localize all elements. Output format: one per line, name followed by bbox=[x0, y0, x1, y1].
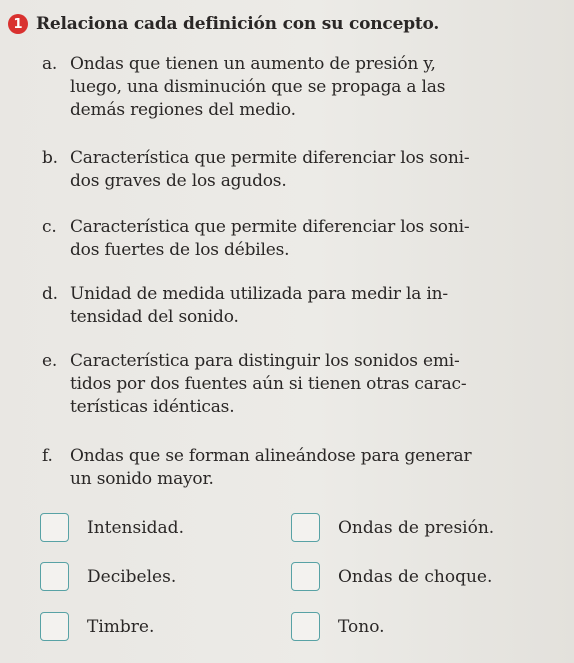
exercise-instruction: Relaciona cada definición con su concepto. bbox=[36, 14, 440, 34]
answer-checkbox[interactable] bbox=[40, 513, 69, 542]
definition-item-f bbox=[42, 445, 542, 491]
answer-checkbox[interactable] bbox=[40, 612, 69, 641]
item-line: dos fuertes de los débiles. bbox=[70, 240, 290, 260]
option-intensidad[interactable] bbox=[40, 513, 184, 542]
option-label: Tono. bbox=[338, 616, 385, 637]
option-label: Intensidad. bbox=[87, 517, 184, 538]
item-line: tensidad del sonido. bbox=[70, 307, 239, 327]
item-line: tidos por dos fuentes aún si tienen otras carac- bbox=[70, 374, 467, 394]
item-letter: f. bbox=[42, 446, 53, 466]
answer-checkbox[interactable] bbox=[291, 612, 320, 641]
exercise-header bbox=[8, 14, 439, 34]
item-line: un sonido mayor. bbox=[70, 469, 214, 489]
definition-item-d bbox=[42, 283, 542, 329]
option-label: Ondas de presión. bbox=[338, 517, 495, 538]
option-ondas-de-choque[interactable] bbox=[291, 562, 492, 591]
definition-item-c bbox=[42, 216, 542, 262]
definition-item-a bbox=[42, 53, 542, 122]
answer-checkbox[interactable] bbox=[40, 562, 69, 591]
option-tono[interactable] bbox=[291, 612, 385, 641]
exercise-number-badge: 1 bbox=[8, 14, 28, 34]
item-line: luego, una disminución que se propaga a las bbox=[70, 77, 446, 97]
item-line: Ondas que tienen un aumento de presión y, bbox=[70, 54, 436, 74]
option-decibeles[interactable] bbox=[40, 562, 176, 591]
definition-item-e bbox=[42, 350, 542, 419]
item-letter: a. bbox=[42, 54, 58, 74]
item-line: Unidad de medida utilizada para medir la in- bbox=[70, 284, 448, 304]
answer-checkbox[interactable] bbox=[291, 562, 320, 591]
option-label: Decibeles. bbox=[87, 566, 177, 587]
option-ondas-de-presion[interactable] bbox=[291, 513, 494, 542]
option-label: Timbre. bbox=[87, 616, 155, 637]
item-line: dos graves de los agudos. bbox=[70, 171, 287, 191]
definition-item-b bbox=[42, 147, 542, 193]
item-letter: c. bbox=[42, 217, 57, 237]
item-line: terísticas idénticas. bbox=[70, 397, 235, 417]
item-letter: b. bbox=[42, 148, 58, 168]
option-label: Ondas de choque. bbox=[338, 566, 493, 587]
answer-checkbox[interactable] bbox=[291, 513, 320, 542]
item-letter: d. bbox=[42, 284, 58, 304]
item-line: demás regiones del medio. bbox=[70, 100, 296, 120]
option-timbre[interactable] bbox=[40, 612, 154, 641]
item-line: Característica que permite diferenciar los soni- bbox=[70, 217, 470, 237]
item-line: Característica para distinguir los sonidos emi- bbox=[70, 351, 460, 371]
item-letter: e. bbox=[42, 351, 58, 371]
item-line: Característica que permite diferenciar los soni- bbox=[70, 148, 470, 168]
item-line: Ondas que se forman alineándose para generar bbox=[70, 446, 472, 466]
